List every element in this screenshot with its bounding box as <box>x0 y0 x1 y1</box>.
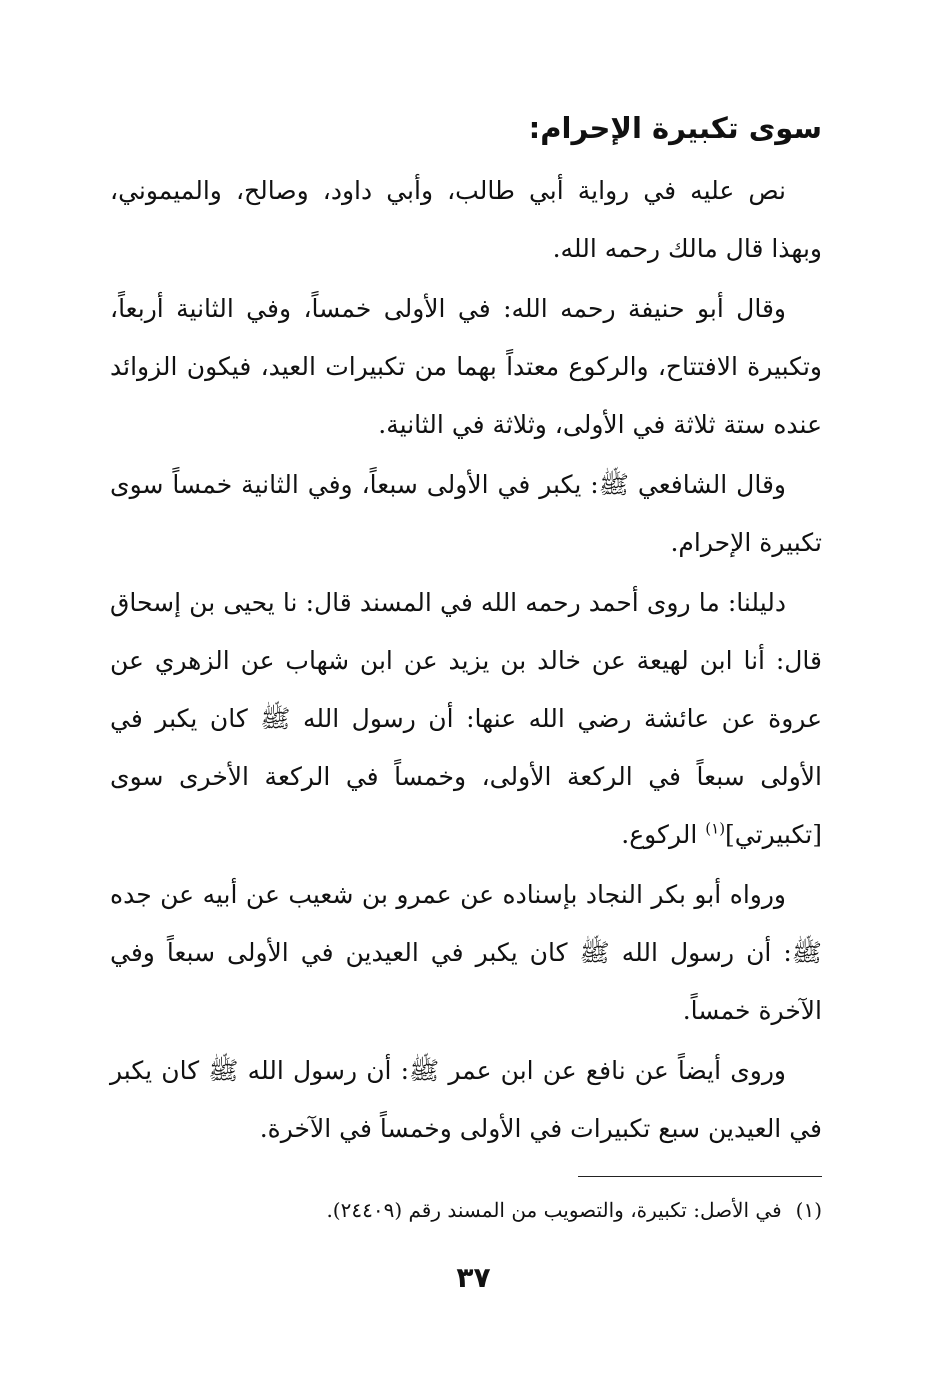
paragraph-6: وروى أيضاً عن نافع عن ابن عمر ﷺ: أن رسول الله ﷺ كان يكبر في العيدين سبع تكبيرات في الأولى وخمساً في الآخرة. <box>110 1056 822 1143</box>
paragraph-4-text: دليلنا: ما روى أحمد رحمه الله في المسند قال: نا يحيى بن إسحاق قال: أنا ابن لهيعة عن خالد بن يزيد عن ابن شهاب عن الزهري عن عروة عن عائشة رضي الله عنها: أن رسول الله ﷺ كان يكبر في الأولى سبعاً في الركعة الأولى، وخمساً في الركعة الأخرى سوى [تكبيرتي] <box>110 588 822 849</box>
paragraph-4 <box>110 574 822 864</box>
paragraph-2: وقال أبو حنيفة رحمه الله: في الأولى خمساً، وفي الثانية أربعاً، وتكبيرة الافتتاح، والركوع معتداً بهما من تكبيرات العيد، فيكون الزوائد عنده ستة ثلاثة في الأولى، وثلاثة في الثانية. <box>110 294 822 439</box>
footnote-reference: (١) <box>705 819 726 838</box>
footnote <box>110 1190 822 1230</box>
paragraph-3: وقال الشافعي ﷺ: يكبر في الأولى سبعاً، وفي الثانية خمساً سوى تكبيرة الإحرام. <box>110 470 822 557</box>
footnote-text: في الأصل: تكبيرة، والتصويب من المسند رقم (٢٤٤٠٩). <box>326 1198 782 1222</box>
paragraph-1: نص عليه في رواية أبي طالب، وأبي داود، وصالح، والميموني، وبهذا قال مالك رحمه الله. <box>110 176 822 263</box>
paragraph-4-tail: الركوع. <box>621 820 698 849</box>
section-heading: سوى تكبيرة الإحرام: <box>528 111 822 145</box>
page-body <box>110 100 822 1160</box>
footnote-divider <box>578 1176 822 1177</box>
footnote-number: (١) <box>795 1198 822 1222</box>
paragraph-5: ورواه أبو بكر النجاد بإسناده عن عمرو بن شعيب عن أبيه عن جده ﷺ: أن رسول الله ﷺ كان يكبر في العيدين في الأولى سبعاً وفي الآخرة خمساً. <box>110 880 822 1025</box>
page-number: ٣٧ <box>456 1261 491 1294</box>
